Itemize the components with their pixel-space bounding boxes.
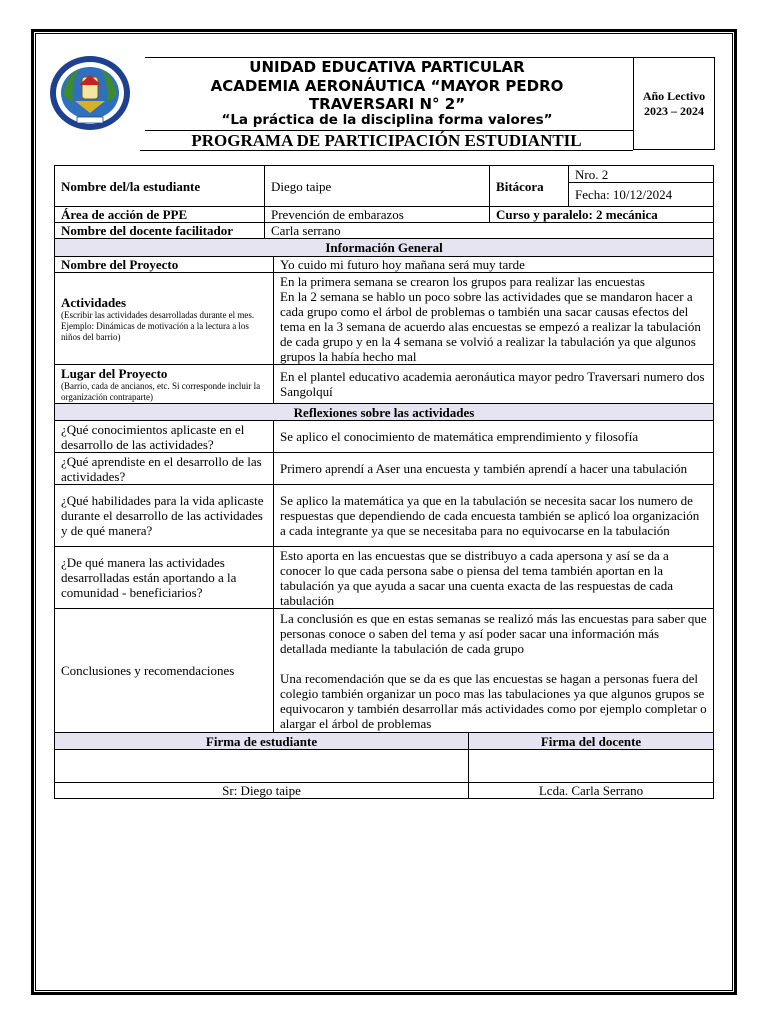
log-date: Fecha: 10/12/2024 [569,183,714,207]
student-signature-field[interactable] [55,750,469,783]
project-name-value: Yo cuido mi futuro hoy mañana será muy tarde [274,257,714,273]
conclusions-value: La conclusión es que en estas semanas se realizó más las encuestas para saber que personas conoce o saben del tema y así poder sacar una información más detallada mediante la tabulación de cada grupo Una recomendación que se da es que las encuestas se hagan a personas fuera del colegio también organizar un poco mas las tabulaciones ya que algunos grupos se equivocaron y también desarrollar más actividades como por ejemplo completar o alargar el árbol de problemas [274,609,714,733]
program-title: PROGRAMA DE PARTICIPACIÓN ESTUDIANTIL [191,131,582,150]
institution-line-2: ACADEMIA AERONÁUTICA “MAYOR PEDRO [210,76,564,95]
institution-motto: “La práctica de la disciplina forma valores” [221,112,553,128]
reflection-answer-2: Primero aprendí a Aser una encuesta y también aprendí a hacer una tabulación [274,453,714,485]
reflection-question-3: ¿Qué habilidades para la vida aplicaste durante el desarrollo de las actividades y de qué manera? [55,485,274,547]
signature-area-row [55,750,714,783]
student-name-label: Nombre del/la estudiante [55,166,265,207]
reflection-question-4: ¿De qué manera las actividades desarrolladas están aportando a la comunidad - beneficiarios? [55,547,274,609]
reflection-answer-3: Se aplico la matemática ya que en la tabulación se necesita sacar los numero de respuestas que dependiendo de cada encuesta también se aplicó loa organización a cada integrante ya que se necesitaba para no equivocarse en la tabulación [274,485,714,547]
place-row [55,365,714,404]
teacher-value: Carla serrano [265,223,714,239]
conclusions-row [55,609,714,733]
student-signature-name: Sr: Diego taipe [55,783,469,799]
reflection-answer-4: Esto aporta en las encuestas que se distribuyo a cada apersona y así se da a conocer lo que cada persona sabe o piensa del tema también aportan en la tabulación ya que ayuda a sacar una cuenta exacta de las respuestas de cada tabulación [274,547,714,609]
school-crest-logo-icon [49,55,131,133]
area-label: Área de acción de PPE [55,207,265,223]
reflections-heading: Reflexiones sobre las actividades [55,404,714,421]
reflection-row-1 [55,421,714,453]
teacher-signature-field[interactable] [469,750,714,783]
institution-line-1: UNIDAD EDUCATIVA PARTICULAR [249,58,525,76]
teacher-signature-name: Lcda. Carla Serrano [469,783,714,799]
teacher-row [55,223,714,239]
school-year-value: 2023 – 2024 [644,103,704,118]
reflection-question-2: ¿Qué aprendiste en el desarrollo de las actividades? [55,453,274,485]
reflection-row-3 [55,485,714,547]
student-row [55,166,714,183]
activities-label: Actividades [61,294,126,310]
log-label: Bitácora [490,166,569,207]
school-year-box [633,57,715,150]
area-row [55,207,714,223]
place-label: Lugar del Proyecto [61,365,168,381]
activities-hint: (Escribir las actividades desarrolladas durante el mes. Ejemplo: Dinámicas de motivación a la lectura a los niños del barrio) [61,309,255,342]
student-signature-heading: Firma de estudiante [55,733,469,750]
reflection-row-4 [55,547,714,609]
project-name-row [55,257,714,273]
activities-value: En la primera semana se crearon los grupos para realizar las encuestas En la 2 semana se hablo un poco sobre las actividades que se mandaron hacer a cada grupo como el árbol de problemas o también una sacar causas efectos del tema en la 3 semana de acuerdo alas encuestas se empezó a realizar la tabulación de cada grupo y en la 4 semana se volvió a realizar la tabulación ya que algunos grupos la había hecho mal [274,273,714,365]
area-value: Prevención de embarazos [265,207,490,223]
conclusions-label: Conclusiones y recomendaciones [55,609,274,733]
course-value: Curso y paralelo: 2 mecánica [490,207,714,223]
teacher-label: Nombre del docente facilitador [55,223,265,239]
reflection-answer-1: Se aplico el conocimiento de matemática emprendimiento y filosofía [274,421,714,453]
institution-line-3: TRAVERSARI N° 2” [308,95,466,113]
activities-row [55,273,714,365]
project-name-label: Nombre del Proyecto [55,257,274,273]
signature-names-row [55,783,714,799]
place-value: En el plantel educativo academia aeronáutica mayor pedro Traversari numero dos Sangolquí [274,365,714,404]
school-year-label: Año Lectivo [642,88,706,103]
institution-name [160,58,614,114]
teacher-signature-heading: Firma del docente [469,733,714,750]
student-name-value: Diego taipe [265,166,490,207]
log-number: Nro. 2 [569,166,714,183]
log-form-table [54,165,714,799]
general-info-heading: Información General [55,239,714,257]
place-hint: (Barrio, cada de ancianos, etc. Si corresponde incluir la organización contraparte) [61,380,261,402]
reflection-row-2 [55,453,714,485]
reflection-question-1: ¿Qué conocimientos aplicaste en el desarrollo de las actividades? [55,421,274,453]
